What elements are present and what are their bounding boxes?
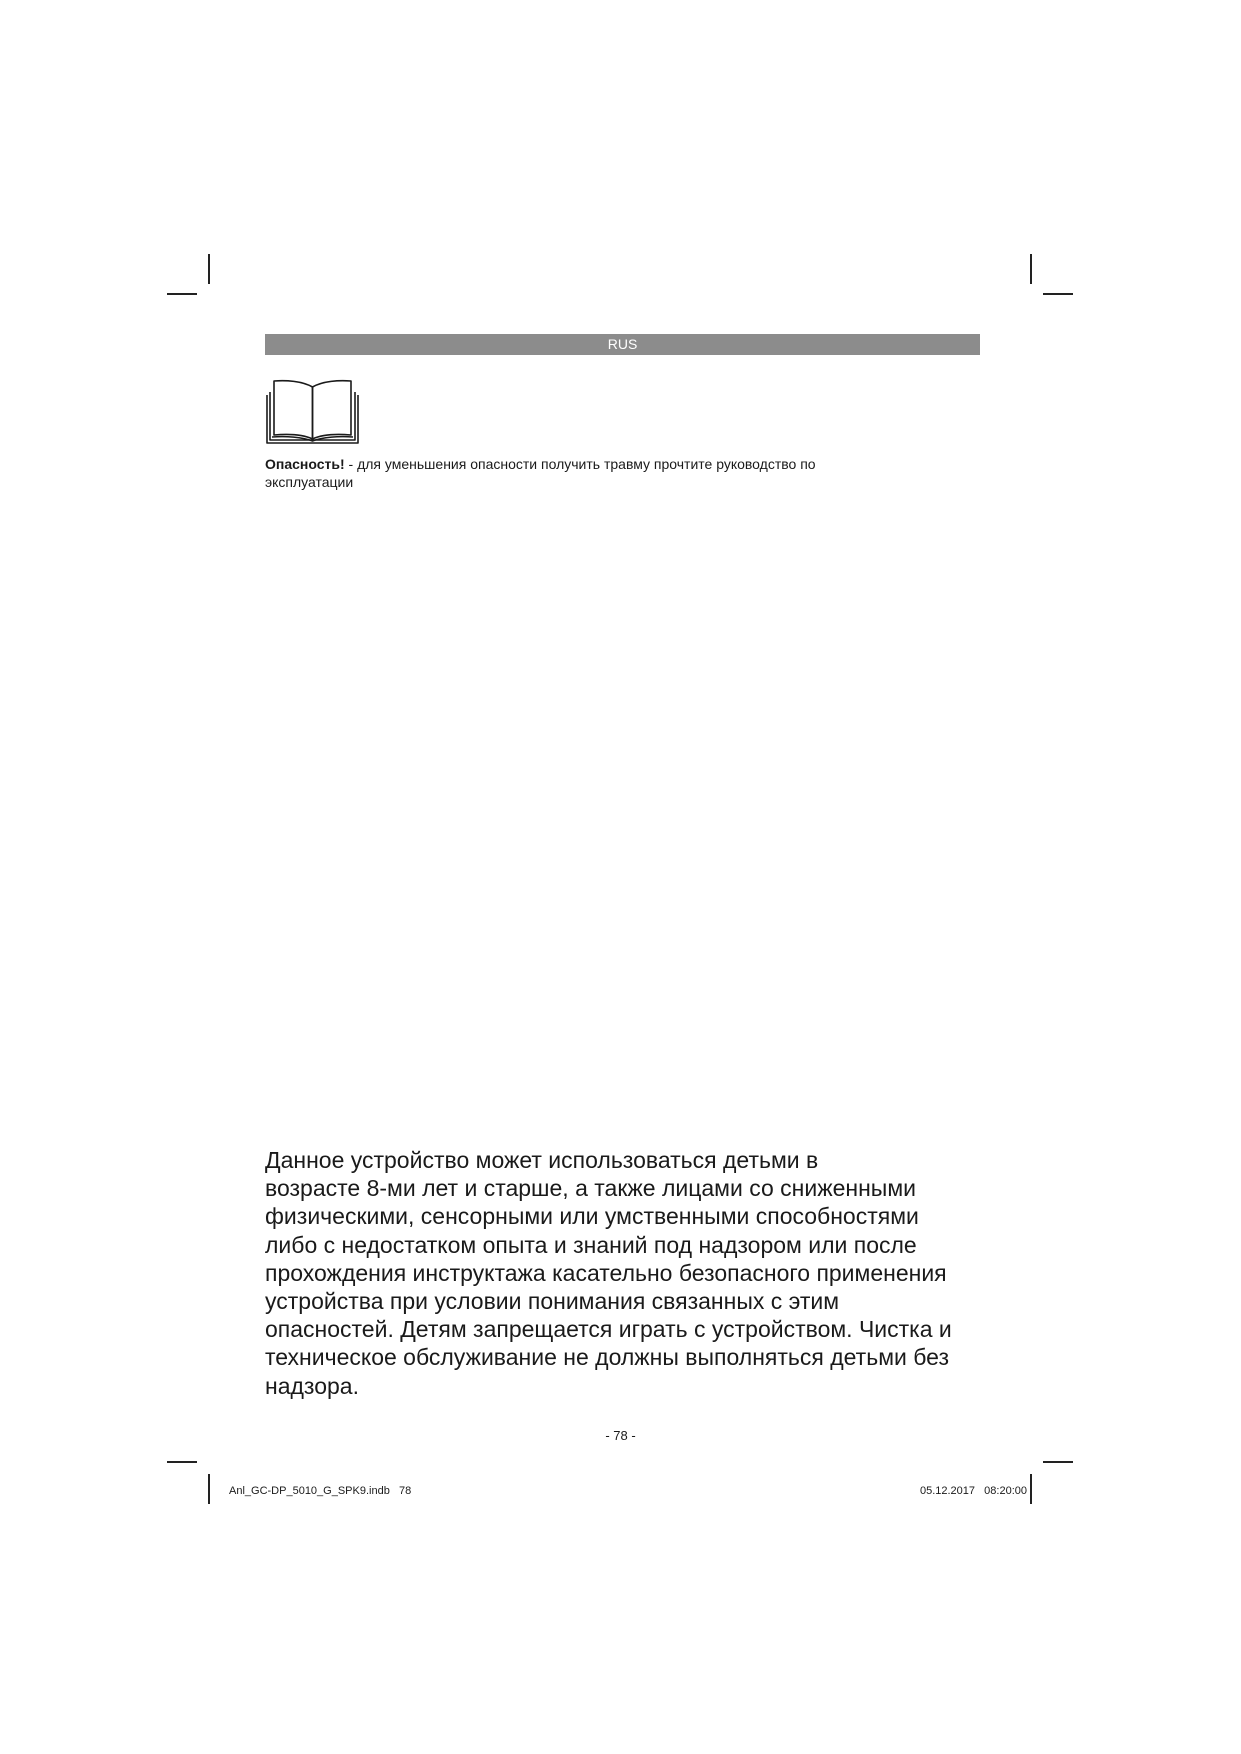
footer-file-name: Anl_GC-DP_5010_G_SPK9.indb 78 <box>229 1485 412 1497</box>
danger-text-continued: эксплуатации <box>265 474 354 490</box>
crop-mark-bottom-right-vertical <box>1030 1474 1032 1504</box>
paragraph-line: Данное устройство может использоваться детьми в <box>265 1147 819 1173</box>
footer-file-info <box>229 1485 411 1497</box>
crop-mark-top-left-vertical <box>208 254 210 284</box>
crop-mark-bottom-left-vertical <box>208 1474 210 1504</box>
crop-mark-top-right-vertical <box>1030 254 1032 284</box>
paragraph-line: опасностей. Детям запрещается играть с устройством. Чистка и <box>265 1316 952 1343</box>
paragraph-line: устройства при условии понимания связанных с этим <box>265 1288 840 1315</box>
paragraph-line: либо с недостатком опыта и знаний под надзором или после <box>265 1231 917 1258</box>
open-book-icon <box>266 379 359 445</box>
paragraph-line: физическими, сенсорными или умственными способностями <box>265 1203 919 1230</box>
footer-date-time: 05.12.2017 08:20:00 <box>919 1485 1027 1497</box>
crop-mark-top-right-horizontal <box>1043 293 1073 295</box>
danger-text: - для уменьшения опасности получить травму прочтите руководство по <box>344 456 816 472</box>
language-bar: RUS <box>265 334 980 355</box>
paragraph-line: надзора. <box>265 1372 359 1399</box>
danger-label: Опасность! <box>265 456 345 472</box>
danger-warning <box>265 455 945 491</box>
footer-datetime <box>920 1485 1027 1497</box>
crop-mark-top-left-horizontal <box>167 293 197 295</box>
paragraph-line: возрасте 8-ми лет и старше, а также лицами со сниженными <box>265 1175 916 1202</box>
crop-mark-bottom-right-horizontal <box>1043 1461 1073 1463</box>
crop-mark-bottom-left-horizontal <box>167 1461 197 1463</box>
paragraph-line: прохождения инструктажа касательно безопасного применения <box>265 1259 947 1286</box>
safety-paragraph <box>265 1146 995 1400</box>
paragraph-line: техническое обслуживание не должны выполняться детьми без <box>265 1344 949 1371</box>
page-number: - 78 - <box>605 1428 636 1443</box>
